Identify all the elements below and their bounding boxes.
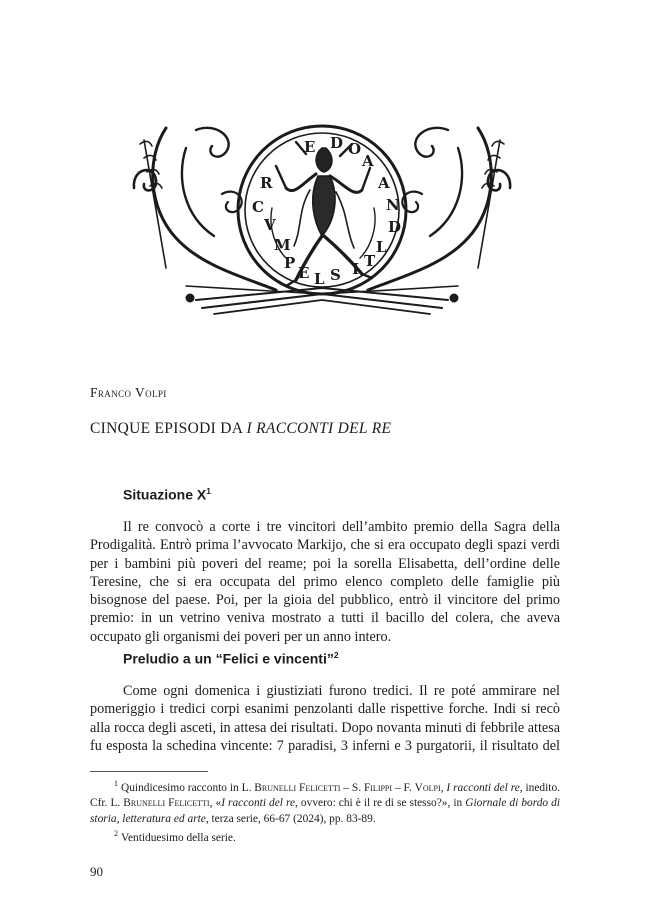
footnote-ref: 1 [206,486,211,496]
footnote-ref: 2 [333,650,339,660]
footnote-author: Brunelli Felicetti [123,797,210,810]
svg-text:R: R [260,174,273,192]
title-italic: I RACCONTI DEL RE [246,420,392,437]
footnote-author: Filippi [363,781,393,794]
section-paragraph: Come ogni domenica i giustiziati furono tredici. Il re poté ammirare nel pomeriggio i tredici corpi esanimi penzolanti dalle rispettive forche. Indi si recò alla rocca degli asceti, in attesa dei risultati. Dopo novanta minuti di febbrile attesa fu esposta la schedina vincente: 7 paradisi, 3 inferni e 3 purgatorii, il risultato del [90,683,560,754]
svg-text:E: E [298,264,310,282]
footnote-text: , [440,781,447,794]
svg-text:I: I [352,260,360,278]
footnote-work-title: I racconti del re [221,797,296,810]
svg-text:A: A [362,152,374,170]
svg-text:S: S [330,266,341,284]
section-paragraph: Il re convocò a corte i tre vincitori dell’ambito premio della Sagra della Prodigalità. Entrò prima l’avvocato Markijo, che si era occupato degli spazi verdi per i bambini più poveri del reame; poi la sorella Elisabetta, dell’ordine delle Teresine, che si era occupata del primo elenco completo delle famiglie più bisognose del paese. Poi, per la gioia del pubblico, entrò il vincitore del primo premio: in un vetrino veniva mostrato a tutti il bacillo del colera, che aveva occupato gli organismi dei poveri per un anno intero. [90,519,560,645]
svg-text:L: L [314,270,325,288]
footnote-text: – F. [392,781,415,794]
svg-text:O: O [348,140,362,158]
section-heading [123,650,339,667]
footnote-journal-title: Giornale di bordo di storia, letteratura ed arte [90,797,561,825]
svg-text:M: M [274,236,291,254]
footnote-text: , « [209,797,222,810]
woodcut-jester-medallion-icon [126,118,518,316]
svg-text:D: D [330,134,344,152]
svg-text:C: C [252,198,264,216]
section-heading-text: Situazione X [123,486,207,503]
footnote-text: , terza serie, 66-67 (2024), pp. 83-89. [205,812,376,825]
footnote-text: , ovvero: chi è il re di se stesso?», in [295,797,466,810]
author-name: Franco Volpi [90,385,167,400]
svg-text:D: D [388,218,402,236]
footnote [90,826,560,846]
section-heading [123,486,211,503]
footnote-author: Volpi [414,781,441,794]
title-prefix: CINQUE EPISODI DA [90,420,247,437]
footnote-number: 2 [114,829,118,838]
article-title [90,420,391,438]
page-number: 90 [90,864,103,879]
svg-text:L: L [376,238,387,256]
svg-text:T: T [364,252,376,270]
footnote-text: Quindicesimo racconto in L. [121,781,255,794]
svg-text:P: P [284,254,296,272]
footnote-divider [90,771,208,772]
footnote-author: Brunelli Felicetti [254,781,341,794]
footnote-text: Ventiduesimo della serie. [121,831,236,844]
svg-text:E: E [304,138,316,156]
svg-text:A: A [378,174,390,192]
section-heading-text: Preludio a un “Felici e vincenti” [123,650,334,667]
svg-text:N: N [386,196,400,214]
footnote-text: , inedito. Cfr. L. [90,781,561,810]
footnote-text: – S. [340,781,364,794]
svg-text:V: V [264,216,276,234]
footnote-number: 1 [114,779,118,788]
footnote [90,776,560,828]
footnote-work-title: I racconti del re [446,781,520,794]
